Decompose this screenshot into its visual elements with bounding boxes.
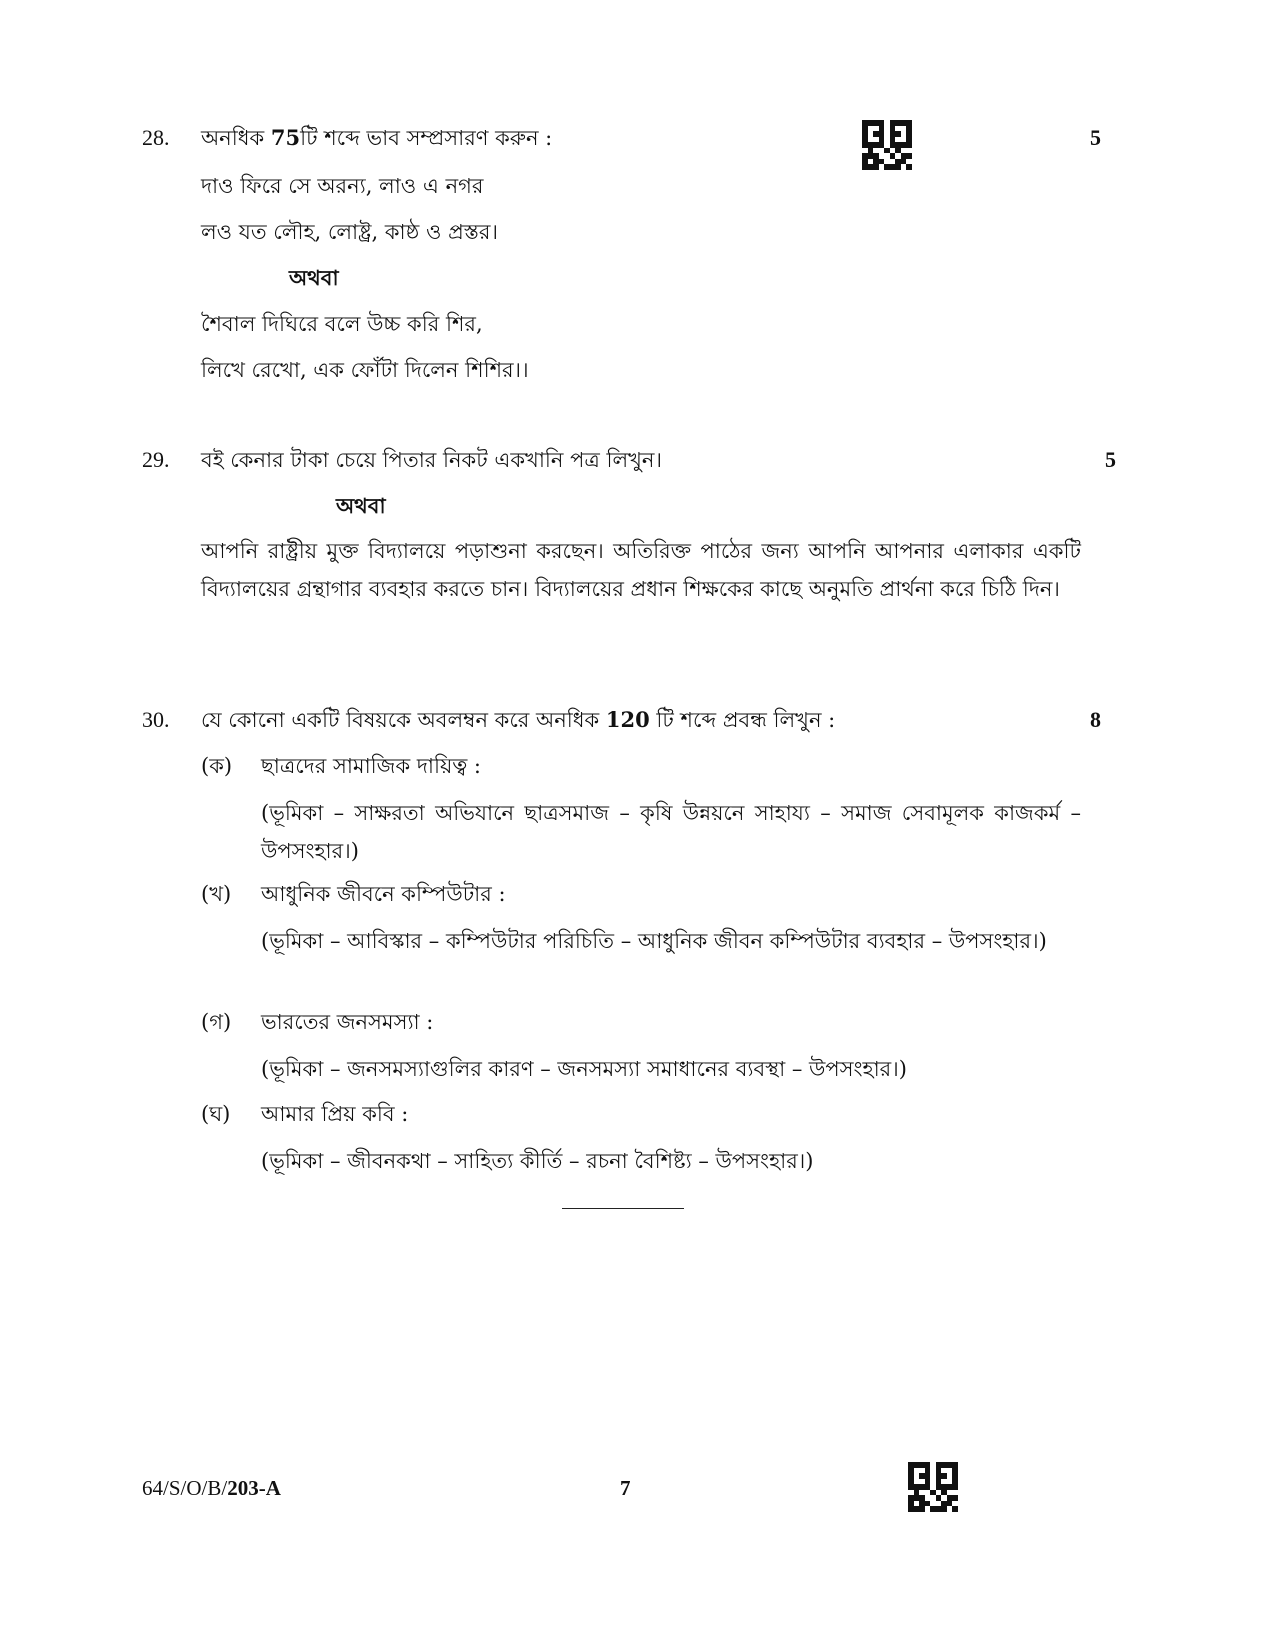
q28-prompt-bold: 75	[270, 125, 301, 150]
q28-line-a1: দাও ফিরে সে অরন্য, লাও এ নগর	[201, 174, 484, 198]
q29-number: 29.	[142, 447, 170, 472]
paper-code	[142, 1475, 281, 1501]
q30-prompt-post: টি শব্দে প্রবন্ধ লিখুন :	[649, 708, 836, 732]
q28-number: 28.	[142, 125, 170, 150]
q30-option-hint: (ভূমিকা – জীবনকথা – সাহিত্য কীর্তি – রচনা বৈশিষ্ট্য – উপসংহার।)	[261, 1149, 814, 1173]
q30-option-label: (গ)	[201, 1010, 232, 1034]
q28-marks: 5	[1090, 125, 1101, 150]
q30-option-title: ভারতের জনসমস্যা :	[261, 1010, 434, 1034]
q28-line-b2: লিখে রেখো, এক ফোঁটা দিলেন শিশির।।	[201, 358, 529, 382]
q28-prompt	[201, 124, 552, 152]
q30-option-hint: (ভূমিকা – জনসমস্যাগুলির কারণ – জনসমস্যা সমাধানের ব্যবস্থা – উপসংহার।)	[261, 1057, 907, 1081]
page-number: 7	[620, 1476, 631, 1500]
q30-marks: 8	[1090, 707, 1101, 732]
paper-code-prefix: 64/S/O/B/	[142, 1476, 228, 1500]
end-rule	[562, 1208, 684, 1209]
paper-code-bold: 203-A	[227, 1476, 281, 1500]
q30-prompt	[201, 706, 835, 734]
q30-option-label: (ঘ)	[201, 1102, 231, 1126]
q29-marks: 5	[1105, 447, 1116, 472]
q29-or-label: অথবা	[336, 493, 386, 518]
q29-prompt: বই কেনার টাকা চেয়ে পিতার নিকট একখানি পত্র লিখুন।	[201, 448, 662, 472]
q30-option-title: ছাত্রদের সামাজিক দায়িত্ব :	[261, 754, 482, 778]
q30-option-title: আধুনিক জীবনে কম্পিউটার :	[261, 882, 506, 906]
q30-number: 30.	[142, 707, 170, 732]
q28-line-a2: লও যত লৌহ, লোষ্ট্র, কাষ্ঠ ও প্রস্তর।	[201, 220, 498, 244]
qr-code-icon	[908, 1462, 958, 1512]
q30-option-label: (ক)	[201, 754, 233, 778]
q30-option-hint: (ভূমিকা – আবিস্কার – কম্পিউটার পরিচিতি – আধুনিক জীবন কম্পিউটার ব্যবহার – উপসংহার।)	[261, 929, 1047, 953]
qr-code-icon	[862, 120, 912, 170]
q30-option-title: আমার প্রিয় কবি :	[261, 1102, 409, 1126]
q28-prompt-post: টি শব্দে ভাব সম্প্রসারণ করুন :	[300, 126, 553, 150]
q30-prompt-pre: যে কোনো একটি বিষয়কে অবলম্বন করে অনধিক	[201, 708, 606, 732]
q29-alt-text: আপনি রাষ্ট্রীয় মুক্ত বিদ্যালয়ে পড়াশুনা করছেন। অতিরিক্ত পাঠের জন্য আপনি আপনার এলাকার একটি বিদ্যালয়ের গ্রন্থাগার ব্যবহার করতে চান। বিদ্যালয়ের প্রধান শিক্ষকের কাছে অনুমতি প্রার্থনা করে চিঠি দিন।	[201, 539, 1081, 601]
q30-option-hint: (ভূমিকা – সাক্ষরতা অভিযানে ছাত্রসমাজ – কৃষি উন্নয়নে সাহায্য – সমাজ সেবামূলক কাজকর্ম – উপসংহার।)	[261, 801, 1081, 863]
q28-or-label: অথবা	[289, 265, 339, 290]
q28-prompt-pre: অনধিক	[201, 126, 271, 150]
q30-prompt-bold: 120	[605, 707, 650, 732]
q30-option-label: (খ)	[201, 882, 232, 906]
q28-line-b1: শৈবাল দিঘিরে বলে উচ্চ করি শির,	[201, 312, 483, 336]
